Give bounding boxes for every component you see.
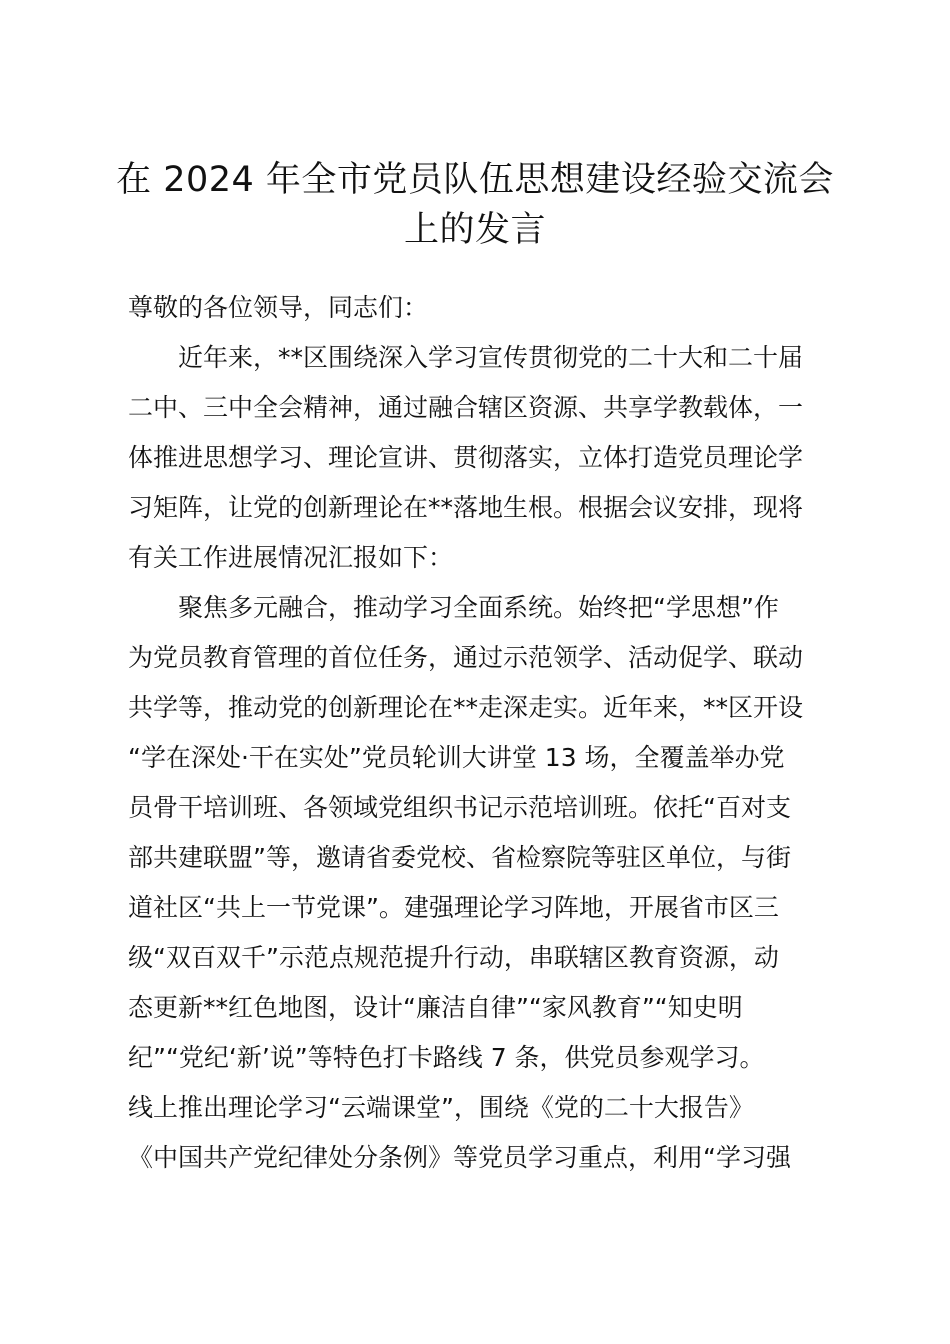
paragraph-1-line-3: 体推进思想学习、理论宣讲、贯彻落实，立体打造党员理论学 <box>128 443 804 472</box>
document-title <box>110 155 840 255</box>
paragraph-2-line-10: 纪”“党纪‘新’说”等特色打卡路线 7 条，供党员参观学习。 <box>128 1043 765 1072</box>
paragraph-2-line-12: 《中国共产党纪律处分条例》等党员学习重点，利用“学习强 <box>128 1143 791 1172</box>
paragraph-2-line-5: 员骨干培训班、各领域党组织书记示范培训班。依托“百对支 <box>128 793 791 822</box>
title-line-1: 在 2024 年全市党员队伍思想建设经验交流会 <box>116 160 834 200</box>
paragraph-1-line-1: 近年来，**区围绕深入学习宣传贯彻党的二十大和二十届 <box>178 343 804 372</box>
paragraph-2-line-9: 态更新**红色地图，设计“廉洁自律”“家风教育”“知史明 <box>128 993 743 1022</box>
paragraph-1-line-4: 习矩阵，让党的创新理论在**落地生根。根据会议安排，现将 <box>128 493 804 522</box>
paragraph-2-line-8: 级“双百双千”示范点规范提升行动，串联辖区教育资源，动 <box>128 943 779 972</box>
paragraph-1-line-5: 有关工作进展情况汇报如下： <box>128 543 454 572</box>
paragraph-2-line-7: 道社区“共上一节党课”。建强理论学习阵地，开展省市区三 <box>128 893 779 922</box>
paragraph-2-line-2: 为党员教育管理的首位任务，通过示范领学、活动促学、联动 <box>128 643 804 672</box>
paragraph-2-line-11: 线上推出理论学习“云端课堂”，围绕《党的二十大报告》 <box>128 1093 754 1122</box>
paragraph-2-line-6: 部共建联盟”等，邀请省委党校、省检察院等驻区单位，与街 <box>128 843 791 872</box>
document-body <box>128 283 838 1183</box>
paragraph-1-line-2: 二中、三中全会精神，通过融合辖区资源、共享学教载体，一 <box>128 393 804 422</box>
paragraph-2-line-1: 聚焦多元融合，推动学习全面系统。始终把“学思想”作 <box>178 593 779 622</box>
salutation: 尊敬的各位领导，同志们： <box>128 293 429 322</box>
title-line-2: 上的发言 <box>403 210 546 250</box>
paragraph-2-line-4: “学在深处·干在实处”党员轮训大讲堂 13 场，全覆盖举办党 <box>128 743 785 772</box>
paragraph-2-line-3: 共学等，推动党的创新理论在**走深走实。近年来，**区开设 <box>128 693 804 722</box>
